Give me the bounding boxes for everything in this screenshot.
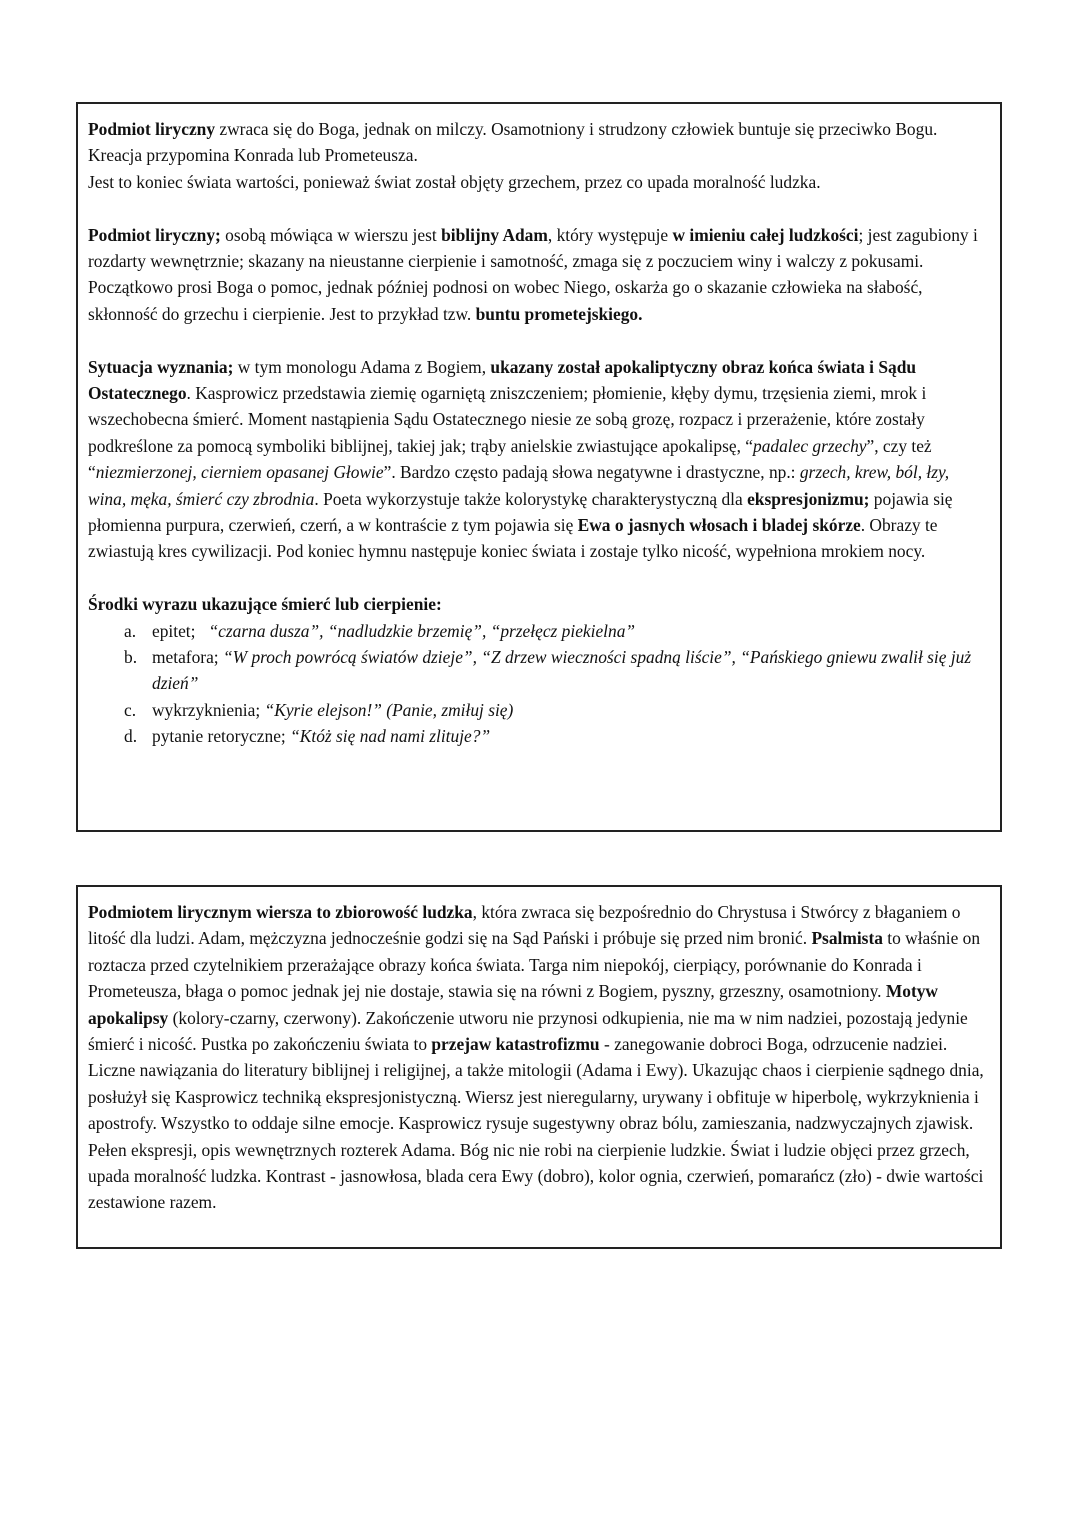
bold-term: biblijny Adam	[441, 224, 548, 245]
text: , która zwraca się bezpośrednio do Chrystusa i Stwórcy z błaganiem o litość dla ludzi. Adam, mężczyzna jednocześnie godzi się na Sąd Pański i próbuje się przed nim bronić.	[88, 902, 961, 949]
paragraph-sytuacja-wyznania	[88, 354, 988, 565]
bold-term: Psalmista	[811, 928, 883, 949]
list-item	[124, 723, 988, 749]
devices-heading	[88, 591, 988, 617]
device-label: wykrzyknienia;	[152, 699, 261, 720]
bold-term: buntu prometejskiego.	[475, 303, 643, 324]
notes-box-1	[76, 102, 1002, 832]
spacer	[88, 565, 988, 591]
list-marker: b.	[124, 647, 138, 668]
list-marker: a.	[124, 620, 137, 641]
bold-term: Sytuacja wyznania;	[88, 356, 234, 377]
text: . Obrazy te zwiastują kres cywilizacji. Pod koniec hymnu następuje koniec świata i zostaje tylko nicość, wypełniona mrokiem nocy.	[88, 515, 938, 562]
bold-term: Motyw apokalipsy	[88, 981, 938, 1028]
text: (kolory-czarny, czerwony). Zakończenie utworu nie przynosi odkupienia, nie ma w nim nadziei, pozostają jedynie śmierć i nicość. Pustka po zakończeniu świata to	[88, 1007, 968, 1055]
bold-term: Ewa o jasnych włosach i bladej skórze	[577, 515, 861, 536]
text: pojawia się płomienna purpura, czerwień, czerń, a w kontraście z tym pojawia się	[88, 488, 953, 536]
text: ”. Bardzo często padają słowa negatywne i drastyczne, np.:	[383, 462, 800, 483]
text: to właśnie on roztacza przed czytelnikiem przerażające obrazy końca świata. Targa nim niepokój, cierpiący, porównanie do Konrada i Prometeusza, błaga o pomoc jednak jej nie dostaje, stawia się na równi z Bogiem, pyszny, grzeszny, osamotniony.	[88, 928, 981, 1002]
text: w tym monologu Adama z Bogiem,	[233, 356, 491, 377]
text: ”, czy też “	[88, 435, 932, 483]
spacer	[88, 195, 988, 221]
bold-term: Podmiotem lirycznym wiersza to zbiorowość ludzka	[88, 902, 473, 922]
device-label: epitet;	[152, 620, 196, 641]
text: zwraca się do Boga, jednak on milczy. Osamotniony i strudzony człowiek buntuje się przeciwko Bogu. Kreacja przypomina Konrada lub Prometeusza.	[88, 119, 938, 166]
spacer	[88, 327, 988, 353]
text: osobą mówiąca w wierszu jest	[220, 224, 442, 245]
list-marker: c.	[124, 699, 137, 720]
text: ; jest zagubiony i rozdarty wewnętrznie; skazany na nieustanne cierpienie i samotność, zmaga się z poczuciem winy i walczy z pokusami. Początkowo prosi Boga o pomoc, jednak później podnosi on wobec Niego, oskarża go o skazanie człowieka na słabość, skłonność do grzechu i cierpienie. Jest to przykład tzw.	[88, 224, 978, 324]
device-quote: “czarna dusza”, “nadludzkie brzemię”, “przełęcz piekielna”	[208, 620, 636, 641]
bold-term: Podmiot liryczny	[88, 119, 216, 139]
bold-term: ekspresjonizmu;	[747, 488, 870, 509]
paragraph-zbiorowosc	[88, 899, 988, 1216]
bold-term: Podmiot liryczny;	[88, 224, 221, 245]
device-quote: “Kyrie elejson!” (Panie, zmiłuj się)	[264, 699, 514, 720]
bold-term: ukazany został apokaliptyczny obraz końca świata i Sądu Ostatecznego	[88, 356, 917, 404]
text: Jest to koniec świata wartości, ponieważ świat został objęty grzechem, przez co upada moralność ludzka.	[88, 171, 821, 192]
list-item	[124, 697, 988, 723]
italic-words: grzech, krew, ból, łzy, wina, męka, śmierć czy zbrodnia	[88, 462, 950, 509]
text: . Poeta wykorzystuje także kolorystykę charakterystyczną dla	[314, 488, 748, 509]
italic-quote: niezmierzonej, cierniem opasanej Głowie	[95, 462, 384, 483]
text: - zanegowanie dobroci Boga, odrzucenie nadziei. Liczne nawiązania do literatury biblijnej i religijnej, a także mitologii (Adama i Ewy). Ukazując chaos i cierpienie sądnego dnia, posłużył się Kasprowicz techniką ekspresjonistyczną. Wiersz jest nieregularny, urywany i obfituje w hiperbolę, wykrzyknienia i apostrofy. Wszystko to oddaje silne emocje. Kasprowicz rysuje sugestywny obraz bólu, zamieszania, nadzwyczajnych zjawisk. Pełen ekspresji, opis wewnętrznych rozterek Adama. Bóg nic nie robi na cierpienie ludzkie. Świat i ludzie objęci przez grzech, upada moralność ludzka. Kontrast - jasnowłosa, blada cera Ewy (dobro), kolor ognia, czerwień, pomarańcz (zło) - dwie wartości zestawione razem.	[88, 1034, 984, 1213]
device-quote: “Któż się nad nami zlituje?”	[290, 726, 491, 747]
bold-term: przejaw katastrofizmu	[431, 1034, 600, 1055]
list-item	[124, 644, 988, 697]
bold-heading: Środki wyrazu ukazujące śmierć lub cierpienie:	[88, 594, 442, 615]
notes-box-2	[76, 885, 1002, 1249]
text: , który występuje	[547, 224, 673, 245]
separator	[195, 621, 208, 641]
device-label: metafora;	[152, 647, 219, 668]
paragraph-podmiot-liryczny	[88, 222, 988, 328]
list-item	[124, 618, 988, 644]
device-label: pytanie retoryczne;	[152, 726, 286, 747]
text: . Kasprowicz przedstawia ziemię ogarniętą zniszczeniem; płomienie, kłęby dymu, trzęsienia ziemi, mrok i wszechobecna śmierć. Moment nastąpienia Sądu Ostatecznego niesie ze sobą grozę, rozpacz i przerażenie, które zostały podkreślone za pomocą symboliki biblijnej, takiej jak; trąby anielskie zwiastujące apokalipsę, “	[88, 383, 927, 456]
device-quote: “W proch powrócą światów dzieje”, “Z drzew wieczności spadną liście”, “Pańskiego gniewu zwalił się już dzień”	[152, 647, 972, 694]
devices-list	[88, 618, 988, 750]
italic-quote: padalec grzechy	[753, 435, 867, 456]
paragraph-podmiot-intro	[88, 116, 988, 195]
list-marker: d.	[124, 726, 138, 747]
bold-term: w imieniu całej ludzkości	[672, 224, 859, 245]
